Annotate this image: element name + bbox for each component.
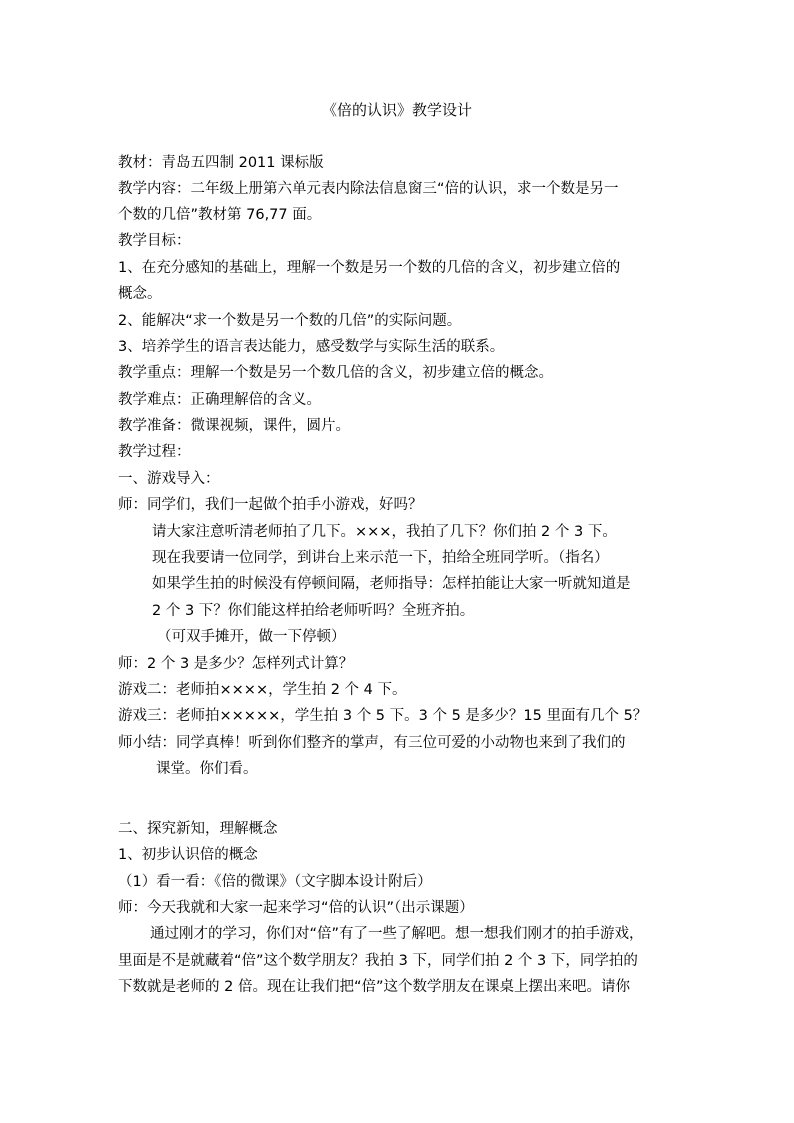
text-line: 请大家注意听清老师拍了几下。×××，我拍了几下？你们拍 2 个 3 下。 (152, 524, 617, 540)
text-line: 一、游戏导入： (118, 471, 220, 487)
text-line: 概念。 (118, 286, 162, 302)
text-line: 1、在充分感知的基础上，理解一个数是另一个数的几倍的含义，初步建立倍的 (118, 260, 621, 276)
text-line: （可双手摊开，做一下停顿） (157, 629, 346, 645)
text-line: 教学目标： (118, 233, 191, 249)
text-line: 教学准备：微课视频，课件，圆片。 (118, 418, 350, 434)
text-line: 3、培养学生的语言表达能力，感受数学与实际生活的联系。 (118, 339, 505, 355)
text-line: 通过刚才的学习，你们对“倍”有了一些了解吧。想一想我们刚才的拍手游戏， (150, 926, 644, 942)
text-line: 师小结：同学真棒！听到你们整齐的掌声，有三位可爱的小动物也来到了我们的 (118, 735, 626, 751)
document-title: 《倍的认识》教学设计 (321, 101, 472, 119)
text-line: 师：2 个 3 是多少？怎样列式计算？ (118, 656, 354, 672)
text-line: 现在我要请一位同学，到讲台上来示范一下，拍给全班同学听。（指名） (152, 550, 609, 566)
text-line: 游戏二：老师拍××××，学生拍 2 个 4 下。 (118, 682, 407, 698)
text-line: 师：同学们，我们一起做个拍手小游戏，好吗？ (118, 497, 423, 513)
text-line: 教学内容：二年级上册第六单元表内除法信息窗三“倍的认识，求一个数是另一 (118, 181, 619, 197)
text-line: 课堂。你们看。 (156, 761, 258, 777)
text-line: 2 个 3 下？你们能这样拍给老师听吗？全班齐拍。 (152, 603, 475, 619)
text-line: 教学难点：正确理解倍的含义。 (118, 392, 321, 408)
text-line: 如果学生拍的时候没有停顿间隔，老师指导：怎样拍能让大家一听就知道是 (152, 576, 631, 592)
text-line: 里面是不是就藏着“倍”这个数学朋友？我拍 3 下，同学们拍 2 个 3 下，同学拍的 (118, 953, 638, 969)
text-line: 师：今天我就和大家一起来学习“倍的认识”（出示课题） (118, 900, 474, 916)
text-line: 游戏三：老师拍×××××，学生拍 3 个 5 下。3 个 5 是多少？15 里面有几个 5？ (118, 708, 648, 724)
text-line: 2、能解决“求一个数是另一个数的几倍”的实际问题。 (118, 313, 462, 329)
section-heading: 二、探究新知，理解概念 (118, 821, 278, 837)
text-line: 教材：青岛五四制 2011 课标版 (118, 155, 324, 171)
text-line: 教学重点：理解一个数是另一个数几倍的含义，初步建立倍的概念。 (118, 365, 553, 381)
text-line: 个数的几倍”教材第 76,77 面。 (118, 207, 322, 223)
text-line: 教学过程： (118, 444, 191, 460)
text-line: （1）看一看：《倍的微课》（文字脚本设计附后） (118, 874, 432, 890)
text-line: 1、初步认识倍的概念 (118, 847, 258, 863)
text-line: 下数就是老师的 2 倍。现在让我们把“倍”这个数学朋友在课桌上摆出来吧。请你 (118, 979, 630, 995)
